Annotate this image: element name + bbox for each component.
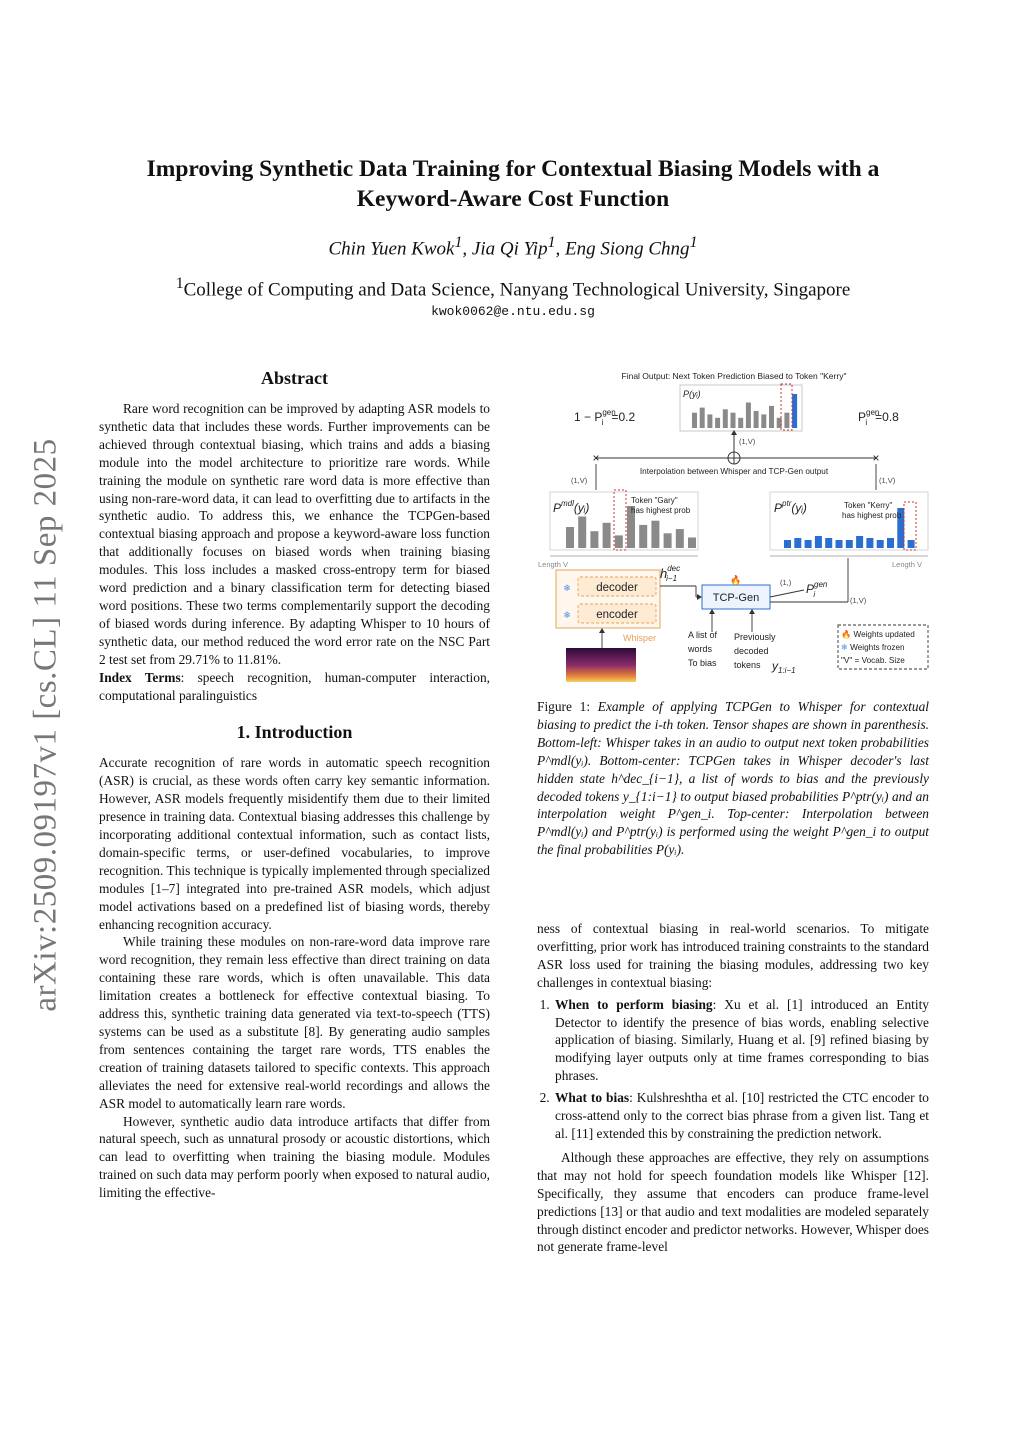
decoder-label: decoder — [596, 582, 638, 594]
weight-left-label: $1 - P^{gen}$ i =0.2 — [574, 408, 636, 427]
final-prob-bar — [777, 418, 782, 428]
weight-right-label: $P^{gen}$ i =0.8 — [858, 408, 899, 427]
whisper-label: Whisper — [623, 633, 657, 643]
final-prob-bar — [692, 413, 697, 428]
audio-arrowhead — [599, 628, 605, 633]
ptr-prob-bar — [836, 540, 843, 548]
mdl-prob-label: $P^{mdl}(yᵢ)$ — [553, 499, 590, 515]
prev-label-2: decoded — [734, 646, 769, 656]
author-2: Jia Qi Yip — [471, 238, 548, 260]
title-line-2: Keyword-Aware Cost Function — [356, 186, 670, 212]
hidden-arrowhead — [697, 594, 702, 600]
frozen-snowflake-icon: ❄ — [563, 583, 571, 593]
list-label-1: A list of — [688, 630, 718, 640]
intro-paragraph-2: While training these modules on non-rare-word data improve rare word recognition, they remain less effective than direct training on data containing these rare words, which is often unavailable. This data limitation creates a bottleneck for effective contextual biasing. To address this, synthetic training data generated via text-to-speech (TTS) systems can be used as a substitute [8]. By generating audio samples from sentences containing the target rare words, TTS enables the creation of training datasets tailored to specific contexts. This approach alleviates the need for extensive real-world recordings and allows the ASR model to automatically learn rare words. — [99, 934, 490, 1111]
gary-note-2: has highest prob — [631, 506, 691, 515]
final-prob-bar — [754, 411, 759, 428]
frozen-snowflake-icon-2: ❄ — [563, 610, 571, 620]
intro-heading: 1. Introduction — [236, 722, 353, 743]
affiliation — [100, 275, 926, 301]
author-3-sup: 1 — [689, 234, 698, 251]
kerry-note-2: has highest prob — [842, 511, 902, 520]
index-terms — [99, 669, 490, 705]
final-prob-bar — [715, 418, 720, 428]
left-column — [99, 368, 490, 1202]
affiliation-sup: 1 — [175, 275, 184, 292]
author-email[interactable]: kwok0062@e.ntu.edu.sg — [431, 304, 595, 319]
mdl-prob-bar — [566, 527, 574, 548]
shape-label-gen: (1,) — [780, 578, 792, 587]
encoder-label: encoder — [596, 609, 638, 621]
ptr-prob-label: $P^{ptr}(yᵢ)$ — [774, 499, 807, 515]
author-list: Chin Yuen Kwok$^1$, Jia Qi Yip$^1$, Eng Siong Chng$^1$ — [328, 234, 698, 260]
tokens-arrowhead — [749, 609, 755, 614]
interp-label: Interpolation between Whisper and TCP-Gen output — [639, 467, 829, 476]
final-output-label: Final Output: Next Token Prediction Biased to Token "Kerry" — [621, 371, 847, 381]
ptr-prob-bar — [794, 538, 801, 548]
intro-paragraph-1: Accurate recognition of rare words in automatic speech recognition (ASR) is crucial, as these words often carry key semantic information. However, ASR models frequently misidentify them due to their limited presence in training data. Contextual biasing addresses this challenge by incorporating additional contextual information, such as contact lists, domain-specific terms, or user-defined vocabularies, to improve recognition. This technique is typically implemented through specialized modules [1–7] integrated into pre-trained ASR models, which adjust model activations based on a predefined list of biasing words, thereby enhancing recognition accuracy. — [99, 755, 490, 932]
final-prob-label: P(yᵢ) — [683, 389, 701, 399]
final-prob-bar — [723, 409, 728, 428]
shape-label-mdl: (1,V) — [571, 476, 588, 485]
ptr-prob-bar — [805, 540, 812, 548]
challenge-1-text: : Xu et al. [1] introduced an Entity Detector to identify the presence of bias words, enabling selective application of biasing. Similarly, Huang et al. [9] refined biasing by modifying layer outputs only at time frames corresponding to bias phrases. — [555, 996, 929, 1084]
author-1-sup: 1 — [454, 234, 463, 251]
final-prob-bar — [746, 403, 751, 429]
prev-label-1: Previously — [734, 632, 776, 642]
challenge-2-label: What to bias — [555, 1090, 630, 1106]
final-prob-bar — [731, 413, 736, 428]
mdl-prob-bar — [676, 529, 684, 548]
ptr-prob-bar — [908, 540, 915, 548]
author-1: Chin Yuen Kwok — [328, 238, 455, 260]
challenge-list — [537, 996, 929, 1143]
mdl-prob-bar — [664, 533, 672, 548]
final-prob-bar — [792, 394, 797, 428]
mdl-prob-bar — [603, 523, 611, 548]
ptr-prob-bar — [825, 538, 832, 548]
figure-caption — [537, 698, 929, 859]
intro-paragraph-3: However, synthetic audio data introduce artifacts that differ from natural speech, such as unnatural prosody or acoustic distortions, which can lead to overfitting when training the biasing module. Modules trained on such data may perform poorly when exposed to natural audio, limiting the effective- — [99, 1113, 490, 1201]
author-2-sup: 1 — [547, 234, 556, 251]
shape-label-ptr: (1,V) — [879, 476, 896, 485]
gary-note-1: Token "Gary" — [631, 496, 678, 505]
caption-text: Example of applying TCPGen to Whisper for contextual biasing to predict the i-th token. Tensor shapes are shown in parenthesis. Bottom-left: Whisper takes in an audio to output next token probabilities P^mdl(yᵢ). Bottom-center: TCPGen takes in Whisper decoder's last hidden state h^dec_{i−1}, a list of words to bias and the previously decoded tokens y_{1:i−1} to output biased probabilities P^ptr(yᵢ) and an interpolation weight P^gen_i. Top-center: Interpolation between P^mdl(yᵢ) and P^ptr(yᵢ) is performed using the weight P^gen_i to output the final probabilities P(yᵢ). — [537, 699, 930, 858]
mdl-prob-bar — [590, 531, 598, 548]
ptr-length-label: Length V — [892, 560, 923, 569]
ptr-prob-bar — [866, 538, 873, 548]
final-prob-bar — [761, 414, 766, 428]
shape-label-top: (1,V) — [739, 437, 756, 446]
legend-vocab: "V" = Vocab. Size — [841, 656, 905, 665]
index-terms-text: : speech recognition, human-computer interaction, computational paralinguistics — [99, 669, 490, 703]
legend-frozen: ❄ Weights frozen — [841, 643, 905, 652]
mdl-prob-bar — [639, 525, 647, 548]
figure-1-diagram — [536, 366, 932, 684]
index-terms-label: Index Terms — [99, 669, 181, 685]
challenge-item-2 — [553, 1089, 929, 1143]
multiply-right-icon: × — [872, 451, 880, 465]
gen-weight-label: $P^{gen}$ i — [806, 580, 828, 599]
shape-label-ptr-out: (1,V) — [850, 596, 867, 605]
list-label-3: To bias — [688, 658, 717, 668]
right-paragraph-1: ness of contextual biasing in real-world scenarios. To mitigate overfitting, prior work has introduced training constraints to the standard ASR loss used for training the biasing modules, addressing two key challenges in contextual biasing: — [537, 921, 929, 990]
ptr-prob-bar — [887, 538, 894, 548]
words-arrowhead — [709, 609, 715, 614]
prev-label-3: tokens — [734, 660, 761, 670]
final-prob-bar — [707, 414, 712, 428]
caption-label: Figure 1: — [537, 699, 591, 714]
final-prob-bar — [769, 406, 774, 428]
ptr-prob-bar — [846, 540, 853, 548]
challenge-2-text: : Kulshreshtha et al. [10] restricted the CTC encoder to cross-attend only to the correct bias phrase from a given list. Tang et al. [11] extended this by constraining the prediction network. — [555, 1090, 929, 1141]
final-prob-bar — [738, 418, 743, 428]
intro-body — [99, 754, 490, 1202]
challenge-1-label: When to perform biasing — [555, 996, 713, 1012]
ptr-prob-bar — [877, 540, 884, 548]
title-line-1: Improving Synthetic Data Training for Contextual Biasing Models with a — [146, 156, 880, 182]
list-label-2: words — [688, 644, 713, 654]
abstract-heading: Abstract — [261, 368, 328, 388]
arxiv-stamp — [14, 430, 78, 1020]
ptr-prob-bar — [815, 536, 822, 548]
mdl-prob-bar — [688, 538, 696, 549]
gen-arrow — [770, 590, 804, 597]
spectrogram-image — [566, 648, 636, 682]
mdl-prob-bar — [615, 535, 623, 548]
tcpgen-label: TCP-Gen — [712, 592, 760, 604]
author-3: Eng Siong Chng — [565, 238, 690, 260]
multiply-left-icon: × — [592, 451, 600, 465]
right-paragraph-2: Although these approaches are effective, they rely on assumptions that may not hold for speech foundation models like Whisper [12]. Specifically, they assume that encoders can produce frame-level predictions [13] or that audio and text modalities are modeled separately through distinct encoder and predictor networks. However, Whisper does not generate frame-level — [537, 1149, 929, 1255]
mdl-prob-bar — [651, 521, 659, 548]
figure-1 — [536, 366, 932, 684]
right-column — [537, 920, 929, 1256]
legend-updated: 🔥 Weights updated — [841, 630, 915, 639]
kerry-note-1: Token "Kerry" — [844, 501, 893, 510]
tokens-var-label: $y_{1:i-1}$ — [772, 659, 796, 675]
arxiv-id: arXiv:2509.09197v1 [cs.CL] 11 Sep 2025 — [27, 438, 64, 1012]
hidden-state-label: $h^{dec}$ i−1 — [660, 564, 681, 583]
ptr-prob-bar — [784, 540, 791, 548]
paper-title — [100, 154, 926, 214]
updated-flame-icon: 🔥 — [730, 575, 742, 585]
affiliation-text: College of Computing and Data Science, Nanyang Technological University, Singapore — [183, 279, 851, 301]
abstract-body — [99, 400, 490, 704]
mdl-length-label: Length V — [538, 560, 569, 569]
challenge-item-1 — [553, 996, 929, 1086]
final-prob-bar — [700, 408, 705, 428]
ptr-prob-bar — [856, 536, 863, 548]
final-prob-bar — [784, 413, 789, 428]
mdl-prob-bar — [578, 517, 586, 549]
abstract-text: Rare word recognition can be improved by adapting ASR models to synthetic data that includes these words. Further improvements can be achieved through contextual biasing, which trains and adds a biasing module into the model architecture to prioritize rare words. While training the module on synthetic rare word data is more effective than using non-rare-word data, it can lead to overfitting due to artifacts in the synthetic audio. To address this, we enhance the TCPGen-based contextual biasing approach and propose a keyword-aware loss function that additionally focuses on biased words when training biasing modules. This loss includes a masked cross-entropy term for biased word prediction and a binary classification term for detecting biased word positions. These two terms complementarily support the decoding of biased words during inference. By adapting Whisper to 10 hours of synthetic data, our method reduced the word error rate on the NSC Part 2 test set from 29.71% to 11.81%. — [99, 401, 490, 667]
